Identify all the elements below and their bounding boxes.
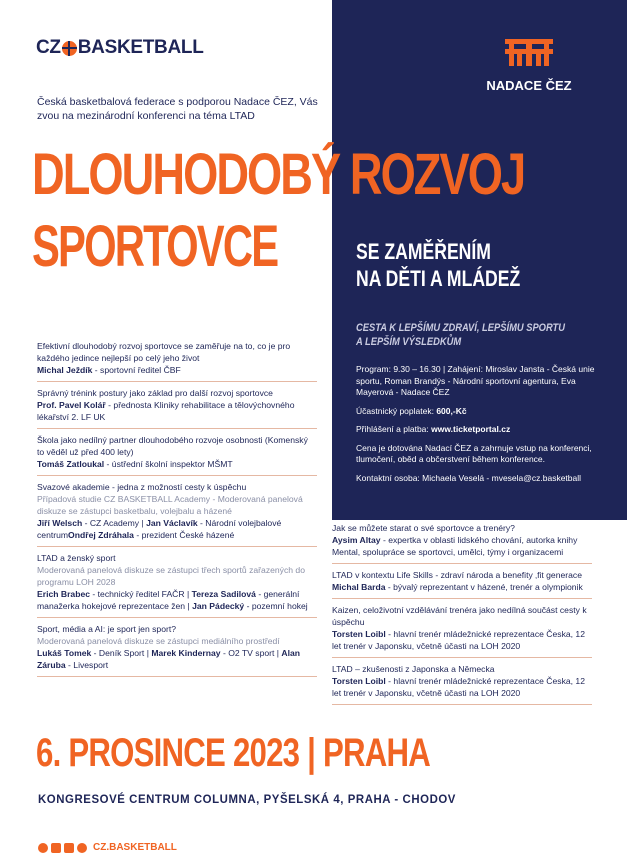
session-item xyxy=(332,564,592,599)
speaker-name: Prof. Pavel Kolář xyxy=(37,400,106,410)
subtitle xyxy=(356,238,520,292)
speaker-name: Erich Brabec xyxy=(37,589,91,599)
speaker-role: - pozemní hokej xyxy=(244,601,308,611)
session-item xyxy=(332,599,592,658)
session-speakers xyxy=(332,675,592,699)
session-item xyxy=(37,618,317,677)
speaker-role: - ústřední školní inspektor MŠMT xyxy=(104,459,233,469)
session-subtitle: Moderovaná panelová diskuze se zástupci třech sportů zařazených do programu LOH 2028 xyxy=(37,565,305,587)
session-title: Svazové akademie - jedna z možností cesty k úspěchu xyxy=(37,482,247,492)
session-item xyxy=(37,429,317,476)
session-title: Správný trénink postury jako základ pro další rozvoj sportovce xyxy=(37,388,273,398)
session-title: LTAD a ženský sport xyxy=(37,553,116,563)
instagram-icon[interactable] xyxy=(51,843,61,853)
session-item xyxy=(37,382,317,429)
speaker-name: Michal Ježdík xyxy=(37,365,93,375)
session-speakers xyxy=(37,399,317,423)
session-speakers xyxy=(332,581,592,593)
speaker-role: - expertka v oblasti lidského chování, autorka knihy Mental, spolupráce se sportovci, umělci, týmy i organizacemi xyxy=(332,535,578,557)
subtitle-line1: SE ZAMĚŘENÍM xyxy=(356,239,491,264)
logo-basketball-text: BASKETBALL xyxy=(77,37,204,58)
speaker-name: Lukáš Tomek xyxy=(37,648,92,658)
session-item xyxy=(37,547,317,618)
cez-logo-icon xyxy=(503,37,555,73)
subtitle-line2: NA DĚTI A MLÁDEŽ xyxy=(356,266,521,291)
speaker-name: Ondřej Zdráhala xyxy=(68,530,134,540)
facebook-icon[interactable] xyxy=(38,843,48,853)
fee-label: Účastnický poplatek: xyxy=(356,405,434,416)
tagline-line1: CESTA K LEPŠÍMU ZDRAVÍ, LEPŠÍMU SPORTU xyxy=(356,322,566,334)
speaker-name: Alan Záruba xyxy=(37,648,301,670)
session-speakers xyxy=(37,588,317,612)
speaker-role: - Deník Sport | xyxy=(91,648,152,658)
speaker-name: Michal Barda xyxy=(332,582,386,592)
cz-basketball-logo xyxy=(36,37,204,59)
session-item xyxy=(332,517,592,564)
speaker-name: Aysim Altay xyxy=(332,535,381,545)
signup-label: Přihlášení a platba: xyxy=(356,424,429,434)
event-venue: KONGRESOVÉ CENTRUM COLUMNA, PYŠELSKÁ 4, PRAHA - CHODOV xyxy=(38,792,456,806)
speaker-role: - generální manažerka hokejové reprezentace žen | xyxy=(37,589,300,611)
speaker-role: - Národní volejbalové centrum xyxy=(37,518,282,540)
session-title: LTAD – zkušenosti z Japonska a Německa xyxy=(332,664,495,674)
session-title: Škola jako nedílný partner dlouhodobého rozvoje osobnosti (Komenský to věděl už před 400 lety) xyxy=(37,435,308,457)
tagline xyxy=(356,321,565,349)
speaker-role: - přednosta Kliniky rehabilitace a tělovýchovného lékařství 2. LF UK xyxy=(37,400,295,422)
info-block xyxy=(356,364,596,491)
sponsor-name: NADACE ČEZ xyxy=(486,78,572,93)
program-text: Program: 9.30 – 16.30 | Zahájení: Miroslav Jansta - Česká unie sportu, Roman Brandýs - Národní sportovní agentura, Eva Mayerová - Nadace ČEZ xyxy=(356,364,595,397)
session-speakers xyxy=(37,458,317,470)
speaker-role: - Livesport xyxy=(65,660,109,670)
speaker-name: Marek Kindernay xyxy=(151,648,221,658)
tagline-line2: A LEPŠÍM VÝSLEDKŮM xyxy=(356,336,462,348)
speaker-role: - CZ Academy | xyxy=(82,518,147,528)
session-subtitle: Moderovaná panelová diskuze se zástupci mediálního prostředí xyxy=(37,636,280,646)
speaker-name: Tereza Sadilová xyxy=(191,589,256,599)
intro-text: Česká basketbalová federace s podporou Nadace ČEZ, Vás zvou na mezinárodní konferenci na téma LTAD xyxy=(37,96,318,122)
youtube-icon[interactable] xyxy=(64,843,74,853)
speaker-role: - O2 TV sport | xyxy=(220,648,282,658)
speaker-name: Jan Václavík xyxy=(146,518,198,528)
speaker-role: - hlavní trenér mládežnické reprezentace Česka, 12 let trenér v Japonsku, včetně účasti na LOH 2020 xyxy=(332,629,585,651)
speaker-name: Torsten Loibl xyxy=(332,629,386,639)
social-handle[interactable]: CZ.BASKETBALL xyxy=(93,842,177,853)
session-title: Efektivní dlouhodobý rozvoj sportovce se zaměřuje na to, co je pro každého jedince nejlepší po celý jeho život xyxy=(37,341,291,363)
speaker-name: Torsten Loibl xyxy=(332,676,386,686)
fee-value: 600,-Kč xyxy=(436,405,467,416)
left-sessions xyxy=(37,335,317,677)
right-sessions xyxy=(332,517,592,705)
session-speakers xyxy=(332,628,592,652)
speaker-role: - hlavní trenér mládežnické reprezentace Česka, 12 let trenér v Japonsku, včetně účasti na LOH 2020 xyxy=(332,676,585,698)
logo-cz-text: CZ xyxy=(36,37,61,58)
tiktok-icon[interactable] xyxy=(77,843,87,853)
speaker-name: Jiří Welsch xyxy=(37,518,83,528)
session-title: LTAD v kontextu Life Skills - zdraví národa a benefity ‚fit generace xyxy=(332,570,582,580)
session-item xyxy=(37,476,317,547)
session-item xyxy=(332,658,592,705)
session-speakers xyxy=(332,534,592,558)
session-subtitle: Případová studie CZ BASKETBALL Academy - Moderovaná panelová diskuze se zástupci basketbalu, volejbalu a házené xyxy=(37,494,303,516)
basketball-icon xyxy=(62,41,77,56)
social-links xyxy=(38,842,177,853)
support-text: Cena je dotována Nadací ČEZ a zahrnuje vstup na konferenci, tlumočení, oběd a občerstvení během konference. xyxy=(356,442,592,464)
contact-text: Kontaktní osoba: Michaela Veselá - mvesela@cz.basketball xyxy=(356,472,582,483)
main-title-line1: DLOUHODOBÝ ROZVOJ xyxy=(32,142,525,207)
session-item xyxy=(37,335,317,382)
signup-link[interactable]: www.ticketportal.cz xyxy=(431,424,511,434)
event-date: 6. PROSINCE 2023 | PRAHA xyxy=(36,731,431,775)
session-title: Kaizen, celoživotní vzdělávání trenéra jako nedílná součást cesty k úspěchu xyxy=(332,605,587,627)
signup-line xyxy=(356,424,596,436)
session-title: Sport, média a AI: je sport jen sport? xyxy=(37,624,177,634)
fee-line xyxy=(356,406,596,418)
session-title: Jak se můžete starat o své sportovce a trenéry? xyxy=(332,523,515,533)
speaker-name: Jan Pádecký xyxy=(192,601,245,611)
session-speakers xyxy=(37,647,317,671)
speaker-role: - sportovní ředitel ČBF xyxy=(92,365,181,375)
session-speakers xyxy=(37,517,317,541)
speaker-name: Tomáš Zatloukal xyxy=(37,459,105,469)
speaker-role: - bývalý reprezentant v házené, trenér a olympionik xyxy=(385,582,583,592)
main-title-line2: SPORTOVCE xyxy=(32,214,278,279)
speaker-role: - technický ředitel FAČR | xyxy=(90,589,192,599)
speaker-role: - prezident České házené xyxy=(133,530,235,540)
session-speakers xyxy=(37,364,317,376)
